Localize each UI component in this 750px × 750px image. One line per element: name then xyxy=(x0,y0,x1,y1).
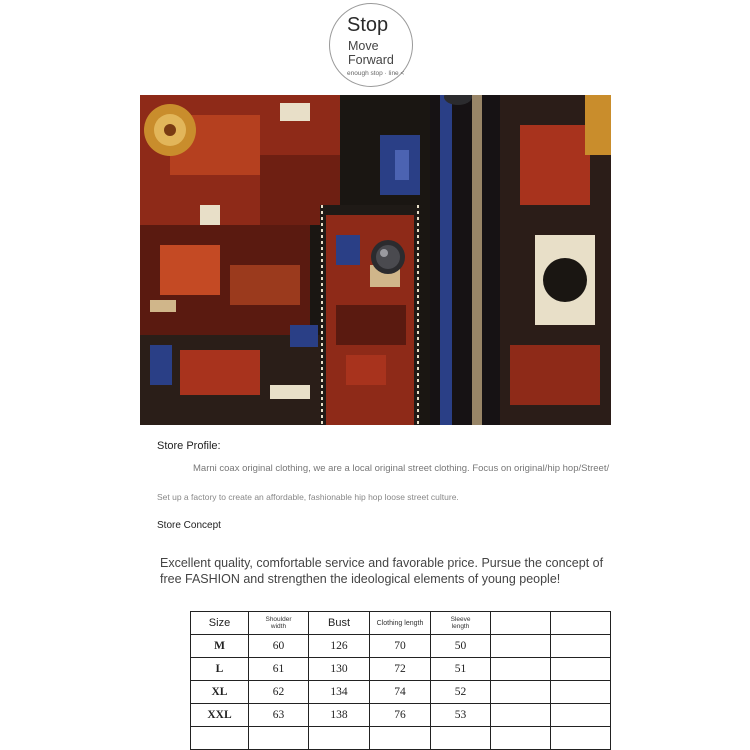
logo-tagline: enough stop · line < xyxy=(347,70,405,77)
empty-cell xyxy=(551,681,611,704)
empty-cell xyxy=(491,727,551,750)
empty-cell xyxy=(249,727,309,750)
cell-shoulder: 62 xyxy=(249,681,309,704)
empty-cell xyxy=(491,681,551,704)
table-row xyxy=(191,635,611,658)
empty-cell xyxy=(370,727,431,750)
cell-size: XXL xyxy=(191,704,249,727)
cell-length: 72 xyxy=(370,658,431,681)
empty-cell xyxy=(551,635,611,658)
fabric-pattern-illustration xyxy=(140,95,611,425)
header-shoulder-width-line2: width xyxy=(270,623,287,630)
table-header-row xyxy=(191,612,611,635)
table-row xyxy=(191,658,611,681)
cell-sleeve: 51 xyxy=(431,658,491,681)
cell-sleeve: 53 xyxy=(431,704,491,727)
empty-cell xyxy=(491,635,551,658)
cell-bust: 130 xyxy=(309,658,370,681)
empty-cell xyxy=(191,727,249,750)
cell-bust: 126 xyxy=(309,635,370,658)
store-profile-text-2: Set up a factory to create an affordable, fashionable hip hop loose street culture. xyxy=(157,492,459,502)
cell-size: L xyxy=(191,658,249,681)
empty-cell xyxy=(551,704,611,727)
cell-bust: 134 xyxy=(309,681,370,704)
brand-logo xyxy=(329,3,413,87)
empty-cell xyxy=(431,727,491,750)
empty-cell xyxy=(551,658,611,681)
cell-length: 76 xyxy=(370,704,431,727)
cell-shoulder: 60 xyxy=(249,635,309,658)
store-concept-text-2: free FASHION and strengthen the ideological elements of young people! xyxy=(160,572,561,586)
header-empty-cell xyxy=(491,612,551,635)
table-row xyxy=(191,681,611,704)
cell-bust: 138 xyxy=(309,704,370,727)
size-chart-table xyxy=(190,611,611,750)
empty-cell xyxy=(491,704,551,727)
header-clothing-length: Clothing length xyxy=(370,612,431,635)
store-concept-text-1: Excellent quality, comfortable service and favorable price. Pursue the concept of xyxy=(160,556,604,570)
cell-sleeve: 52 xyxy=(431,681,491,704)
cell-shoulder: 61 xyxy=(249,658,309,681)
store-profile-text-1: Marni coax original clothing, we are a local original street clothing. Focus on original/hip hop/Street/ xyxy=(193,463,610,474)
product-fabric-photo xyxy=(140,95,611,425)
header-sleeve-length xyxy=(431,612,491,635)
header-size: Size xyxy=(191,612,249,635)
header-empty-cell xyxy=(551,612,611,635)
cell-length: 70 xyxy=(370,635,431,658)
store-profile-heading: Store Profile: xyxy=(157,440,221,452)
table-row-empty xyxy=(191,727,611,750)
store-concept-heading: Store Concept xyxy=(157,520,221,531)
header-sleeve-length-line2: length xyxy=(451,623,470,630)
header-sleeve-length-line1: Sleeve xyxy=(450,616,471,623)
logo-word-stop: Stop xyxy=(347,14,389,36)
logo-word-forward: Forward xyxy=(348,53,394,67)
header-shoulder-width-line1: Shoulder xyxy=(265,616,292,623)
header-bust: Bust xyxy=(309,612,370,635)
cell-length: 74 xyxy=(370,681,431,704)
logo-word-move: Move xyxy=(348,39,379,53)
cell-size: M xyxy=(191,635,249,658)
empty-cell xyxy=(491,658,551,681)
cell-size: XL xyxy=(191,681,249,704)
cell-sleeve: 50 xyxy=(431,635,491,658)
header-shoulder-width xyxy=(249,612,309,635)
empty-cell xyxy=(551,727,611,750)
cell-shoulder: 63 xyxy=(249,704,309,727)
table-row xyxy=(191,704,611,727)
empty-cell xyxy=(309,727,370,750)
